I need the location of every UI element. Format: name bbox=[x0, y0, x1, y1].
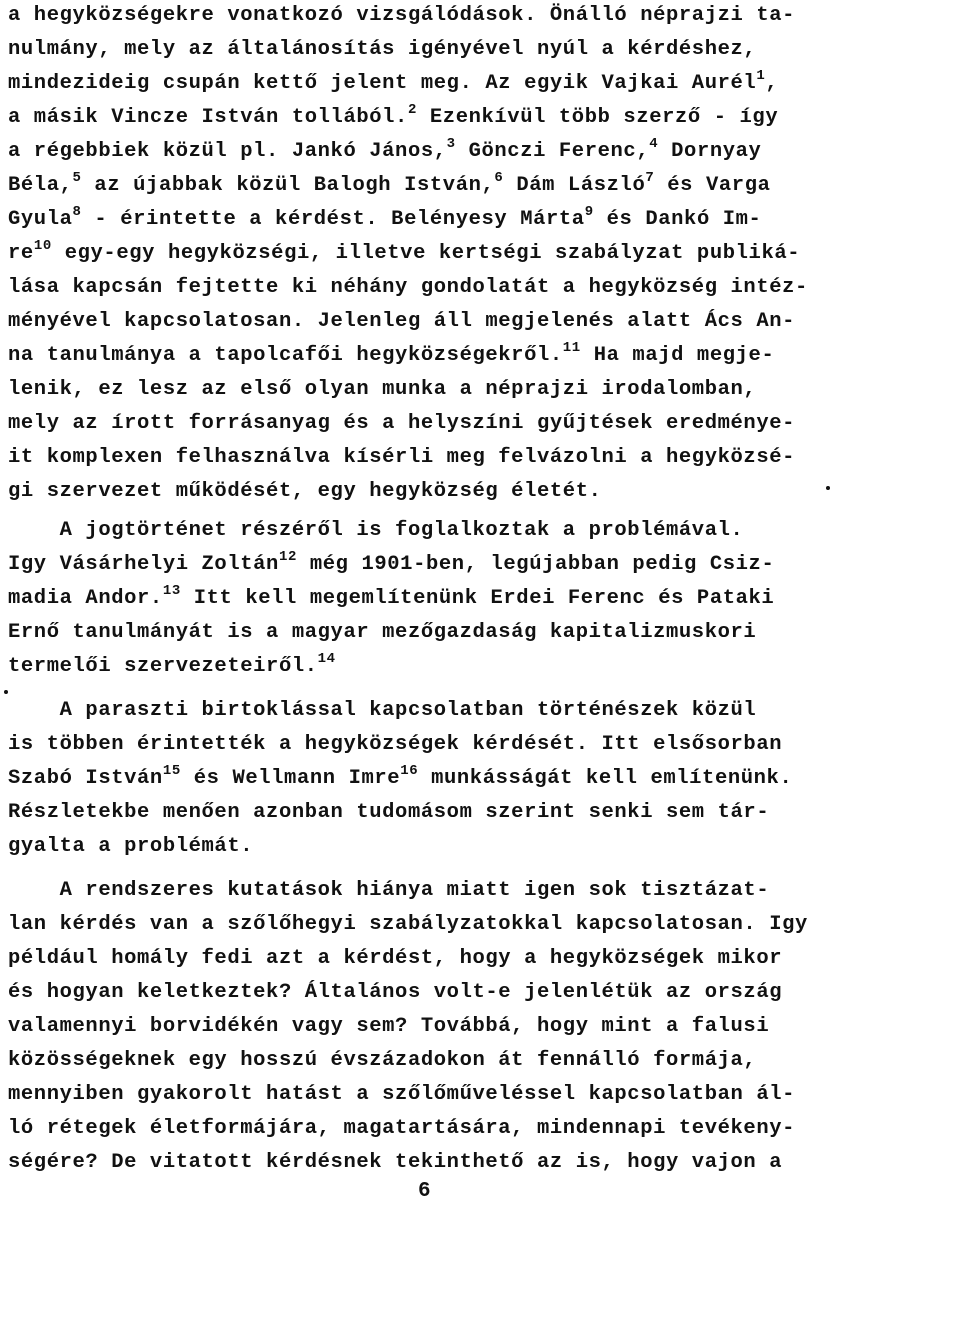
text-line bbox=[8, 68, 779, 97]
text-line bbox=[8, 238, 801, 267]
text-run: közösségeknek egy hosszú évszázadokon át fennálló formája, bbox=[8, 1049, 757, 1072]
text-line bbox=[8, 411, 795, 437]
text-run: Gyula bbox=[8, 208, 73, 231]
stray-mark bbox=[4, 690, 8, 694]
text-run: a másik Vincze István tollából. bbox=[8, 106, 408, 129]
text-line bbox=[8, 834, 253, 860]
text-line bbox=[8, 620, 756, 646]
text-run: Dornyay bbox=[658, 140, 762, 163]
text-line bbox=[8, 878, 769, 904]
text-run: ményével kapcsolatosan. Jelenleg áll megjelenés alatt Ács An- bbox=[8, 310, 796, 333]
stray-mark bbox=[826, 486, 830, 490]
text-line bbox=[8, 763, 793, 792]
text-run: a régebbiek közül pl. Jankó János, bbox=[8, 140, 447, 163]
page-number: 6 bbox=[418, 1180, 431, 1203]
text-line bbox=[8, 102, 779, 131]
text-run: na tanulmánya a tapolcafői hegyközségekről. bbox=[8, 344, 563, 367]
text-run: Gönczi Ferenc, bbox=[455, 140, 650, 163]
text-run: A jogtörténet részéről is foglalkoztak a problémával. bbox=[8, 519, 744, 542]
text-run: , bbox=[765, 72, 779, 95]
text-run: lenik, ez lesz az első olyan munka a néprajzi irodalomban, bbox=[8, 378, 757, 401]
text-line bbox=[8, 980, 782, 1006]
text-run: - érintette a kérdést. Belényesy Márta bbox=[81, 208, 585, 231]
text-line bbox=[8, 309, 795, 335]
footnote-ref: 4 bbox=[649, 136, 659, 152]
footnote-ref: 15 bbox=[162, 763, 181, 779]
text-line bbox=[8, 732, 782, 758]
footnote-ref: 12 bbox=[278, 549, 297, 565]
text-line bbox=[8, 204, 762, 233]
text-line bbox=[8, 549, 775, 578]
text-line bbox=[8, 445, 795, 471]
footnote-ref: 8 bbox=[72, 204, 82, 220]
footnote-ref: 9 bbox=[584, 204, 594, 220]
text-run: re bbox=[8, 242, 34, 265]
text-line bbox=[8, 1014, 769, 1040]
footnote-ref: 1 bbox=[756, 68, 766, 84]
text-line bbox=[8, 946, 782, 972]
text-run: lása kapcsán fejtette ki néhány gondolatát a hegyközség intéz- bbox=[8, 276, 808, 299]
text-run: Itt kell megemlítenünk Erdei Ferenc és Pataki bbox=[180, 587, 775, 610]
text-line bbox=[8, 1150, 782, 1176]
text-run: Ezenkívül több szerző - így bbox=[416, 106, 779, 129]
footnote-ref: 6 bbox=[494, 170, 504, 186]
footnote-ref: 2 bbox=[407, 102, 417, 118]
text-run: valamennyi borvidékén vagy sem? Továbbá, hogy mint a falusi bbox=[8, 1015, 770, 1038]
text-run: termelői szervezeteiről. bbox=[8, 655, 318, 678]
text-run: A rendszeres kutatások hiánya miatt igen sok tisztázat- bbox=[8, 879, 770, 902]
text-run: Béla, bbox=[8, 174, 73, 197]
text-run: Ernő tanulmányát is a magyar mezőgazdaság kapitalizmuskori bbox=[8, 621, 757, 644]
text-line bbox=[8, 275, 808, 301]
text-run: munkásságát kell említenünk. bbox=[418, 767, 793, 790]
footnote-ref: 7 bbox=[645, 170, 655, 186]
text-run: gi szervezet működését, egy hegyközség életét. bbox=[8, 480, 602, 503]
text-run: Szabó István bbox=[8, 767, 163, 790]
text-line bbox=[8, 1048, 756, 1074]
text-run: és hogyan keletkeztek? Általános volt-e jelenlétük az ország bbox=[8, 981, 783, 1004]
footnote-ref: 10 bbox=[33, 238, 52, 254]
text-run: ségére? De vitatott kérdésnek tekinthető az is, hogy vajon a bbox=[8, 1151, 783, 1174]
text-line bbox=[8, 800, 769, 826]
text-run: lan kérdés van a szőlőhegyi szabályzatokkal kapcsolatosan. Igy bbox=[8, 913, 808, 936]
text-run: Dám László bbox=[503, 174, 646, 197]
text-run: és Varga bbox=[654, 174, 771, 197]
text-line bbox=[8, 583, 775, 612]
text-run: ló rétegek életformájára, magatartására, mindennapi tevékeny- bbox=[8, 1117, 796, 1140]
text-line bbox=[8, 651, 336, 680]
text-run: mely az írott forrásanyag és a helyszíni gyűjtések eredménye- bbox=[8, 412, 796, 435]
text-run: még 1901-ben, legújabban pedig Csiz- bbox=[296, 553, 775, 576]
text-run: is többen érintették a hegyközségek kérdését. Itt elsősorban bbox=[8, 733, 783, 756]
text-run: madia Andor. bbox=[8, 587, 163, 610]
text-run: és Dankó Im- bbox=[593, 208, 762, 231]
text-line bbox=[8, 170, 771, 199]
text-run: mindezideig csupán kettő jelent meg. Az egyik Vajkai Aurél bbox=[8, 72, 757, 95]
text-run: it komplexen felhasználva kísérli meg felvázolni a hegyközsé- bbox=[8, 446, 796, 469]
text-line bbox=[8, 37, 756, 63]
text-run: nulmány, mely az általánosítás igényével nyúl a kérdéshez, bbox=[8, 38, 757, 61]
footnote-ref: 3 bbox=[446, 136, 456, 152]
text-run: Ha majd megje- bbox=[580, 344, 775, 367]
footnote-ref: 14 bbox=[317, 651, 336, 667]
text-run: A paraszti birtoklással kapcsolatban történészek közül bbox=[8, 699, 757, 722]
footnote-ref: 16 bbox=[400, 763, 419, 779]
text-line bbox=[8, 340, 775, 369]
text-line bbox=[8, 698, 756, 724]
text-run: gyalta a problémát. bbox=[8, 835, 254, 858]
text-run: és Wellmann Imre bbox=[180, 767, 401, 790]
text-line bbox=[8, 479, 602, 505]
text-line bbox=[8, 518, 743, 544]
text-run: az újabbak közül Balogh István, bbox=[81, 174, 495, 197]
text-run: mennyiben gyakorolt hatást a szőlőműveléssel kapcsolatban ál- bbox=[8, 1083, 796, 1106]
text-run: a hegyközségekre vonatkozó vizsgálódások. Önálló néprajzi ta- bbox=[8, 4, 796, 27]
text-run: egy-egy hegyközségi, illetve kertségi szabályzat publiká- bbox=[51, 242, 801, 265]
text-line bbox=[8, 912, 808, 938]
footnote-ref: 13 bbox=[162, 583, 181, 599]
text-line bbox=[8, 1116, 795, 1142]
text-run: Igy Vásárhelyi Zoltán bbox=[8, 553, 279, 576]
footnote-ref: 11 bbox=[562, 340, 581, 356]
text-line bbox=[8, 1082, 795, 1108]
text-line bbox=[8, 377, 756, 403]
text-run: Részletekbe menően azonban tudomásom szerint senki sem tár- bbox=[8, 801, 770, 824]
text-line bbox=[8, 136, 762, 165]
text-run: például homály fedi azt a kérdést, hogy a hegyközségek mikor bbox=[8, 947, 783, 970]
text-line bbox=[8, 3, 795, 29]
footnote-ref: 5 bbox=[72, 170, 82, 186]
